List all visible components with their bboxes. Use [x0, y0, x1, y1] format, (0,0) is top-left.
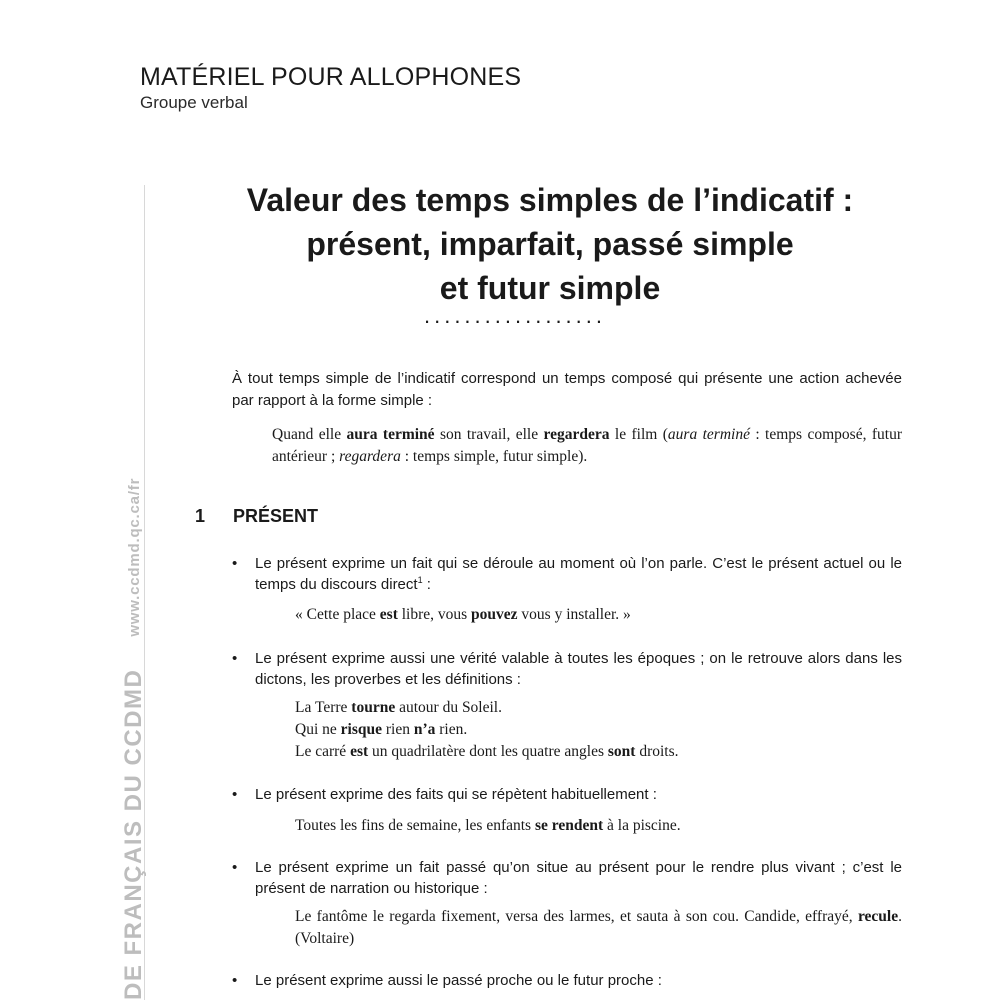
bullet-dot: •	[232, 972, 238, 989]
sidebar-vertical-text	[120, 478, 148, 1000]
section-heading	[195, 506, 318, 527]
header-title: MATÉRIEL POUR ALLOPHONES	[140, 63, 522, 91]
header-subtitle: Groupe verbal	[140, 93, 248, 112]
intro-paragraph: À tout temps simple de l’indicatif correspond un temps composé qui présente une action achevée par rapport à la forme simple :	[232, 370, 902, 409]
intro-example: Quand elle aura terminé son travail, elle regardera le film (aura terminé : temps composé, futur antérieur ; regardera : temps simple, futur simple).	[272, 426, 902, 465]
bullet-text: Le présent exprime un fait qui se déroule au moment où l’on parle. C’est le présent actuel ou le temps du discours direct$^1$ :	[255, 555, 902, 593]
bullet-item	[232, 648, 902, 690]
example-sentence: La Terre tourne autour du Soleil.	[295, 699, 502, 716]
bullet-text: Le présent exprime aussi le passé proche ou le futur proche :	[255, 972, 662, 989]
bullet-dot: •	[232, 555, 238, 572]
example-sentence: « Cette place est libre, vous pouvez vous y installer. »	[295, 606, 631, 623]
bullet-item	[232, 784, 902, 805]
example-sentence: Le fantôme le regarda fixement, versa des larmes, et sauta à son cou. Candide, effrayé, recule. (Voltaire)	[295, 908, 902, 947]
page-header	[140, 62, 521, 114]
example-sentence: Toutes les fins de semaine, les enfants se rendent à la piscine.	[295, 817, 681, 834]
bullet-dot: •	[232, 859, 238, 876]
sidebar-url: www.ccdmd.qc.ca/fr	[126, 477, 143, 637]
section-title: PRÉSENT	[233, 506, 319, 526]
title-line-2: présent, imparfait, passé simple	[306, 226, 794, 262]
bullet-item	[232, 553, 902, 595]
sidebar-publisher: DE FRANÇAIS DU CCDMD	[120, 668, 147, 1000]
bullet-text: Le présent exprime des faits qui se répètent habituellement :	[255, 786, 657, 803]
bullet-dot: •	[232, 650, 238, 667]
bullet-text: Le présent exprime aussi une vérité valable à toutes les époques ; on le retrouve alors dans les dictons, les proverbes et les définitions :	[255, 650, 902, 688]
sidebar-branding	[0, 0, 145, 1000]
bullet-text: Le présent exprime un fait passé qu’on situe au présent pour le rendre plus vivant ; c’est le présent de narration ou historique :	[255, 859, 902, 897]
title-line-3: et futur simple	[439, 270, 661, 306]
document-title	[200, 178, 900, 310]
bullet-dot: •	[232, 786, 238, 803]
title-line-1: Valeur des temps simples de l’indicatif :	[246, 182, 854, 218]
bullet-item	[232, 970, 902, 991]
section-number: 1	[195, 506, 206, 526]
bullet-item	[232, 857, 902, 899]
example-sentence: Le carré est un quadrilatère dont les quatre angles sont droits.	[295, 743, 679, 760]
title-ornament: ..................	[423, 303, 607, 328]
example-sentence: Qui ne risque rien n’a rien.	[295, 721, 468, 738]
